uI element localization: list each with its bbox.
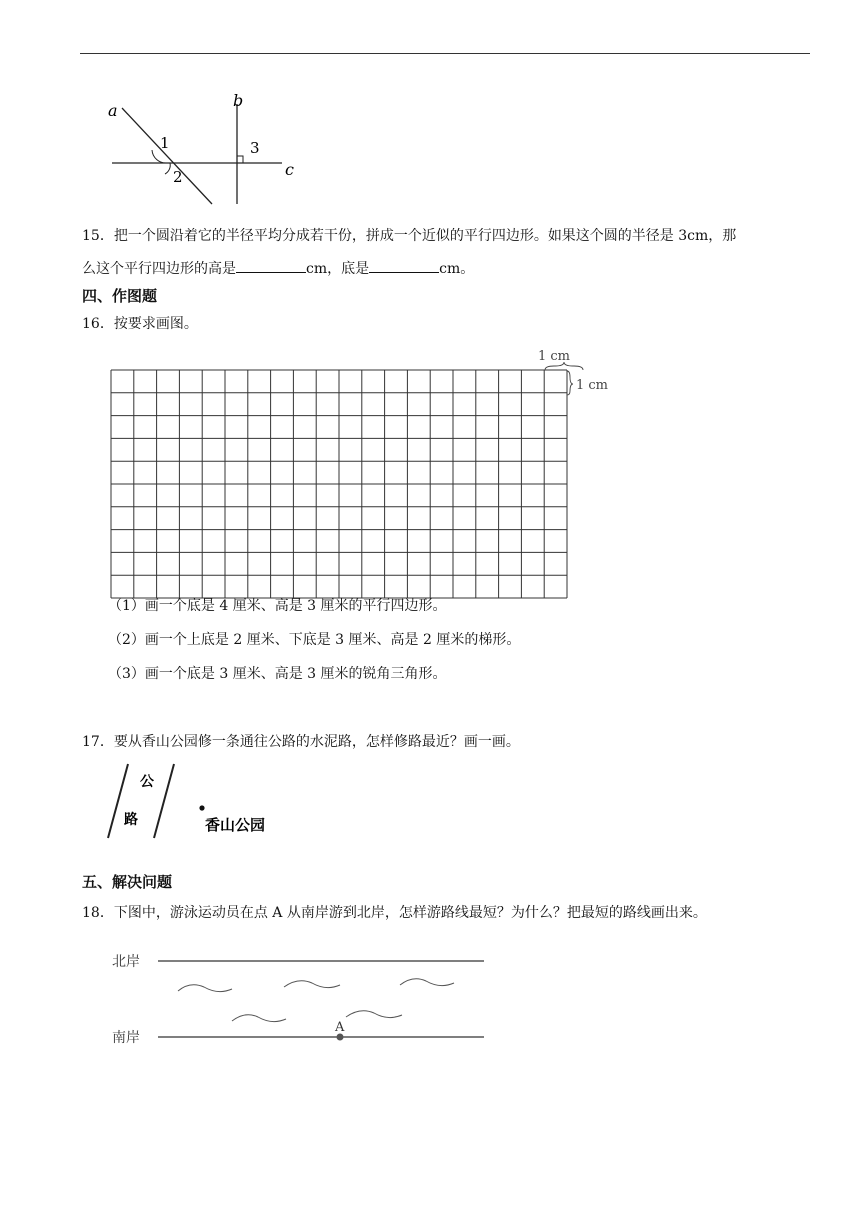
scale-brace-v [567,371,573,395]
wave-3 [400,979,454,986]
section-4-title: 四、作图题 [82,287,158,305]
road-edge-right [154,764,174,838]
q15-line2 [82,258,474,279]
south-bank-label: 南岸 [112,1030,140,1046]
park-point [199,805,204,810]
q16-title: 16．按要求画图。 [82,316,198,332]
q15-unit-a: cm，底是 [306,261,370,277]
q16-item-3: （3）画一个底是 3 厘米、高是 3 厘米的锐角三角形。 [108,666,447,682]
lines-figure [100,88,310,208]
angle-label-2: 2 [173,168,183,186]
angle-2-arc [165,163,170,174]
q17-title: 17．要从香山公园修一条通往公路的水泥路，怎样修路最近？画一画。 [82,734,520,750]
label-b: b [233,91,244,110]
q16-item-2: （2）画一个上底是 2 厘米、下底是 3 厘米、高是 2 厘米的梯形。 [108,632,521,648]
drawing-grid[interactable] [108,345,628,580]
q18-title: 18．下图中，游泳运动员在点 A 从南岸游到北岸，怎样游路线最短？为什么？把最短的路线画出来。 [82,905,707,921]
q15-unit-b: cm。 [439,261,475,277]
wave-2 [284,981,340,988]
wave-4 [232,1015,286,1022]
scale-label-h: 1 cm [538,349,571,364]
q15-blank-height[interactable] [236,258,306,273]
q15-line1: 15．把一个圆沿着它的半径平均分成若干份，拼成一个近似的平行四边形。如果这个圆的半径是 3cm，那 [82,228,737,244]
road-char-2: 路 [124,812,138,828]
park-label: 香山公园 [205,816,266,834]
wave-1 [178,985,232,992]
river-figure[interactable] [108,945,498,1050]
q15-text-a: 么这个平行四边形的高是 [82,261,236,277]
angle-3-mark [237,156,243,163]
angle-label-1: 1 [160,134,170,152]
wave-5 [346,1011,402,1018]
point-a-label: A [335,1020,345,1035]
label-c: c [285,160,294,179]
section-5-title: 五、解决问题 [82,873,173,891]
north-bank-label: 北岸 [112,954,140,970]
q16-item-1: （1）画一个底是 4 厘米、高是 3 厘米的平行四边形。 [108,598,447,614]
line-a [122,108,212,204]
road-char-1: 公 [140,774,154,790]
angle-label-3: 3 [250,139,260,157]
q15-blank-base[interactable] [369,258,439,273]
label-a: a [108,101,118,120]
scale-label-v: 1 cm [576,378,609,393]
road-park-figure[interactable] [100,760,300,845]
header-rule [80,53,810,54]
